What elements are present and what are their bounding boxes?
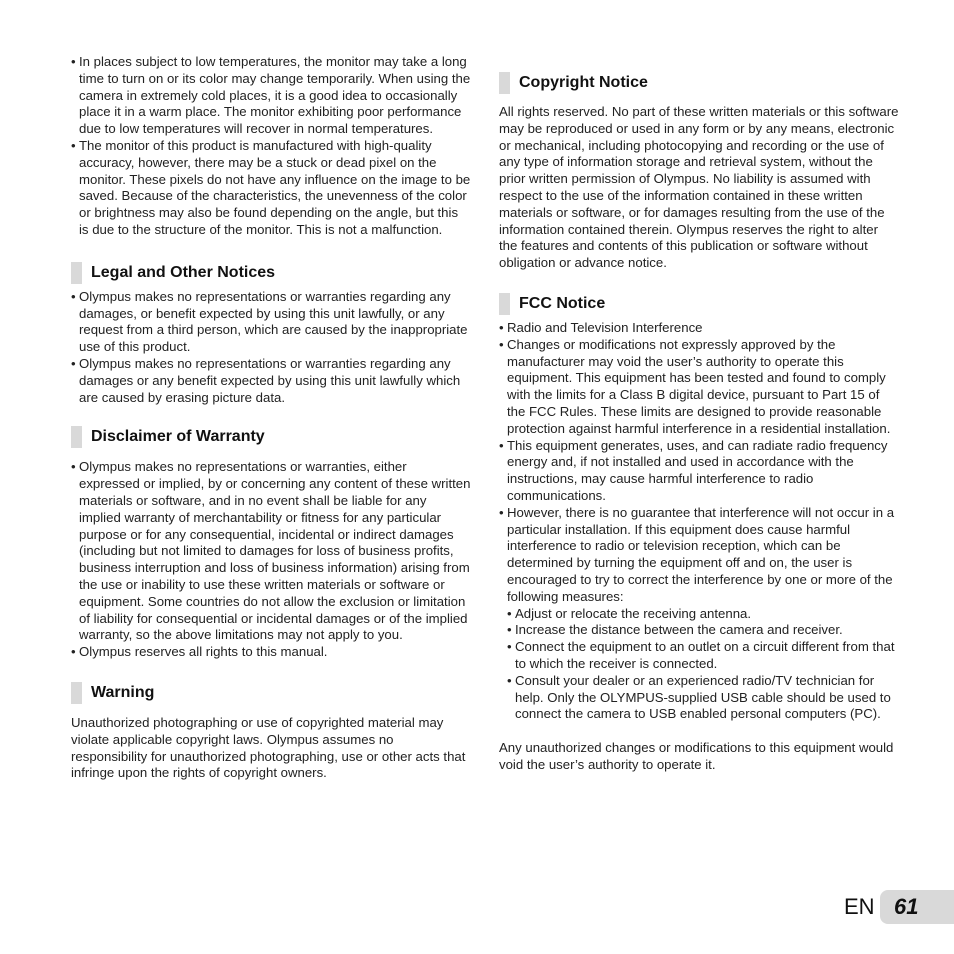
- disclaimer-notes: [71, 459, 471, 661]
- section-heading-legal: [71, 262, 471, 284]
- heading-text: Warning: [91, 683, 155, 701]
- left-column: [71, 54, 471, 782]
- list-item: • In places subject to low temperatures, the monitor may take a long time to turn on or its color may change temporarily. When using the camera in extremely cold places, it is a good idea to occasionally place it in a warm place. The monitor exhibiting poor performance due to low temperatures will recover in normal temperatures.: [71, 54, 471, 138]
- page-number-tab: [830, 890, 954, 924]
- fcc-notes: [499, 320, 899, 606]
- list-item: • Radio and Television Interference: [499, 320, 899, 337]
- list-item: • Changes or modifications not expressly approved by the manufacturer may void the user’s authority to operate this equipment. This equipment has been tested and found to comply with the limits for a Class B digital device, pursuant to Part 15 of the FCC Rules. These limits are designed to provide reasonable protection against harmful interference in a residential installation.: [499, 337, 899, 438]
- right-column: [499, 72, 899, 774]
- heading-bar: [71, 426, 82, 448]
- list-item: • However, there is no guarantee that interference will not occur in a particular installation. If this equipment does cause harmful interference to radio or television reception, which can be determined by turning the equipment off and on, the user is encouraged to try to correct the interference by one or more of the following measures:: [499, 505, 899, 606]
- heading-bar: [499, 293, 510, 315]
- section-heading-disclaimer: [71, 426, 471, 448]
- list-item: • Increase the distance between the camera and receiver.: [499, 622, 899, 639]
- fcc-closing: Any unauthorized changes or modifications to this equipment would void the user’s authority to operate it.: [499, 740, 894, 772]
- heading-text: Disclaimer of Warranty: [91, 428, 265, 446]
- list-item: • Olympus makes no representations or warranties regarding any damages, or benefit expected by using this unit lawfully, or any request from a third person, which are caused by the inappropriate use of this product.: [71, 289, 471, 356]
- heading-bar: [71, 262, 82, 284]
- page-number: 61: [894, 894, 919, 919]
- heading-text: Copyright Notice: [519, 74, 648, 91]
- list-item: • Olympus reserves all rights to this manual.: [71, 644, 471, 661]
- monitor-notes: [71, 54, 471, 239]
- list-item: • Olympus makes no representations or warranties regarding any damages or any benefit expected by using this unit lawfully which are caused by erasing picture data.: [71, 356, 471, 406]
- warning-body: Unauthorized photographing or use of copyrighted material may violate applicable copyright laws. Olympus assumes no responsibility for unauthorized photographing, use or other acts that infringe upon the rights of copyright owners.: [71, 714, 466, 781]
- list-item: • Adjust or relocate the receiving antenna.: [499, 606, 899, 623]
- legal-notes: [71, 289, 471, 407]
- heading-text: Legal and Other Notices: [91, 263, 276, 281]
- section-heading-copyright: [499, 72, 899, 94]
- page-number-box: [880, 890, 954, 924]
- list-item: • The monitor of this product is manufactured with high-quality accuracy, however, there may be a stuck or dead pixel on the monitor. These pixels do not have any influence on the image to be saved. Because of the characteristics, the unevenness of the color or brightness may also be found depending on the angle, but this is due to the structure of the monitor. This is not a malfunction.: [71, 138, 471, 239]
- list-item: • Olympus makes no representations or warranties, either expressed or implied, by or concerning any content of these written materials or software, and in no event shall be liable for any implied warranty of merchantability or fitness for any particular purpose or for any consequential, incidental or indirect damages (including but not limited to damages for loss of business profits, business interruption and loss of business information) arising from the use or inability to use these written materials or software or equipment. Some countries do not allow the exclusion or limitation of liability for consequential or incidental damages or of the implied warranty, so the above limitations may not apply to you.: [71, 459, 471, 644]
- section-heading-warning: [71, 682, 471, 704]
- list-item: • Connect the equipment to an outlet on a circuit different from that to which the receiver is connected.: [499, 639, 899, 673]
- list-item: • This equipment generates, uses, and can radiate radio frequency energy and, if not installed and used in accordance with the instructions, may cause harmful interference to radio communications.: [499, 438, 899, 505]
- heading-text: FCC Notice: [519, 294, 606, 312]
- fcc-measures: [499, 606, 899, 724]
- section-heading-fcc: [499, 293, 899, 315]
- heading-bar: [71, 682, 82, 704]
- language-label: EN: [844, 894, 875, 919]
- list-item: • Consult your dealer or an experienced radio/TV technician for help. Only the OLYMPUS-supplied USB cable should be used to connect the camera to USB enabled personal computers (PC).: [499, 673, 899, 723]
- heading-bar: [499, 72, 510, 94]
- copyright-body: All rights reserved. No part of these written materials or this software may be reproduced or used in any form or by any means, electronic or mechanical, including photocopying and recording or the use of any type of information storage and retrieval system, without the prior written permission of Olympus. No liability is assumed with respect to the use of the information contained in these written materials or software, or for damages resulting from the use of the information contained therein. Olympus reserves the right to alter the features and contents of this publication or software without obligation or advance notice.: [499, 104, 899, 271]
